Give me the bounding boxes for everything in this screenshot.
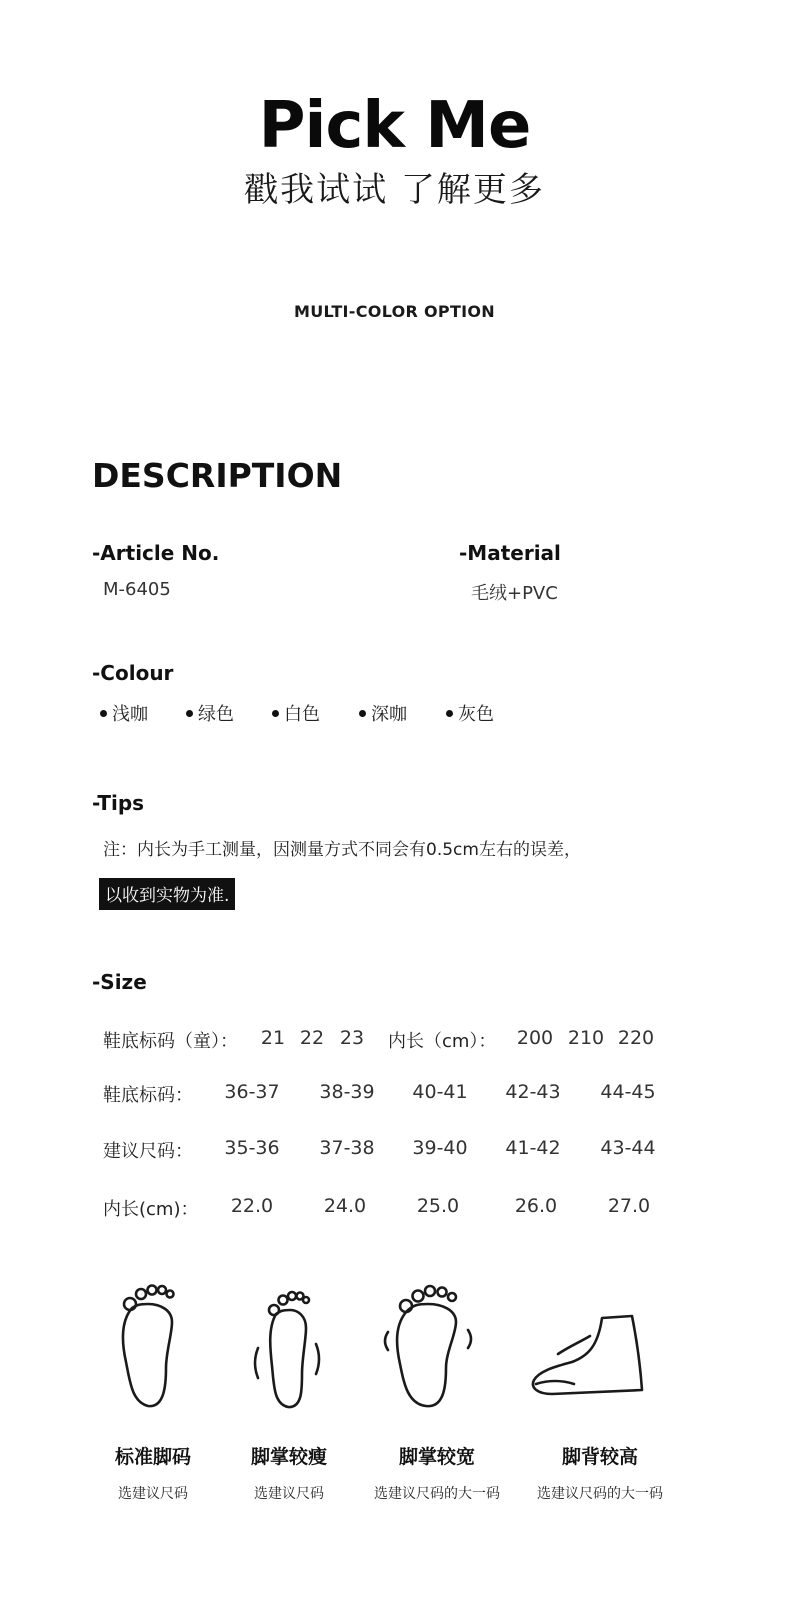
- size-cell: 40-41: [412, 1081, 468, 1103]
- kids-length-value: 210: [567, 1027, 605, 1049]
- kids-length-value: 220: [617, 1027, 655, 1049]
- material-label: -Material: [459, 541, 561, 565]
- wide-foot-icon: [380, 1282, 480, 1412]
- foot-guide-item: [78, 1442, 228, 1503]
- multicolor-heading: MULTI-COLOR OPTION: [293, 302, 496, 321]
- size-cell: 38-39: [319, 1081, 375, 1103]
- size-row-label: 鞋底标码：: [103, 1085, 193, 1106]
- slim-foot-icon: [250, 1286, 330, 1416]
- kids-size-label: 鞋底标码（童）：: [103, 1031, 238, 1052]
- foot-guide-title: 脚背较高: [561, 1446, 638, 1468]
- size-cell: 41-42: [505, 1137, 561, 1159]
- colour-option: 浅咖: [100, 700, 186, 726]
- size-row-label: 内长(cm)：: [103, 1199, 199, 1220]
- kids-size-value: 22: [299, 1027, 325, 1049]
- material-value: 毛绒+PVC: [471, 583, 558, 604]
- size-cell: 24.0: [323, 1195, 367, 1217]
- tips-text: 注：内长为手工测量，因测量方式不同会有0.5cm左右的误差，: [103, 840, 581, 860]
- foot-guide-advice: 选建议尺码: [254, 1486, 324, 1502]
- tips-label: -Tips: [92, 791, 145, 815]
- bullet-icon: [186, 710, 193, 717]
- size-row-label: 建议尺码：: [103, 1141, 193, 1162]
- standard-foot-icon: [110, 1282, 190, 1412]
- high-instep-foot-icon: [528, 1306, 658, 1406]
- kids-size-value: 21: [260, 1027, 286, 1049]
- colour-label: -Colour: [92, 661, 174, 685]
- bullet-icon: [100, 710, 107, 717]
- colour-option: 白色: [272, 700, 359, 726]
- foot-guide-title: 脚掌较宽: [398, 1446, 475, 1468]
- size-cell: 35-36: [224, 1137, 280, 1159]
- colour-option: 灰色: [446, 700, 532, 726]
- kids-length-value: 200: [516, 1027, 554, 1049]
- foot-guide-title: 脚掌较瘦: [250, 1446, 327, 1468]
- colour-option: 深咖: [359, 700, 446, 726]
- size-cell: 37-38: [319, 1137, 375, 1159]
- kids-length-label: 内长（cm）：: [388, 1031, 497, 1052]
- size-cell: 27.0: [607, 1195, 651, 1217]
- size-label: -Size: [92, 970, 147, 994]
- foot-guide-advice: 选建议尺码: [118, 1486, 188, 1502]
- foot-guide-item: [362, 1442, 512, 1503]
- kids-size-value: 23: [339, 1027, 365, 1049]
- size-cell: 36-37: [224, 1081, 280, 1103]
- size-cell: 42-43: [505, 1081, 561, 1103]
- foot-guide-advice: 选建议尺码的大一码: [537, 1486, 663, 1502]
- foot-guide-item: [525, 1442, 675, 1503]
- bullet-icon: [446, 710, 453, 717]
- bullet-icon: [272, 710, 279, 717]
- size-cell: 25.0: [416, 1195, 460, 1217]
- tips-highlight: 以收到实物为准.: [99, 878, 235, 910]
- colour-option: 绿色: [186, 700, 272, 726]
- foot-guide-advice: 选建议尺码的大一码: [374, 1486, 500, 1502]
- page-subtitle: 戳我试试 了解更多: [244, 170, 545, 210]
- size-cell: 43-44: [600, 1137, 656, 1159]
- size-cell: 44-45: [600, 1081, 656, 1103]
- size-cell: 26.0: [514, 1195, 558, 1217]
- size-cell: 22.0: [230, 1195, 274, 1217]
- foot-guide-item: [214, 1442, 364, 1503]
- foot-guide-title: 标准脚码: [114, 1446, 191, 1468]
- article-value: M-6405: [103, 579, 171, 600]
- bullet-icon: [359, 710, 366, 717]
- page-title: Pick Me: [258, 89, 531, 163]
- size-cell: 39-40: [412, 1137, 468, 1159]
- article-label: -Article No.: [92, 541, 220, 565]
- colour-list: [100, 700, 532, 726]
- description-heading: DESCRIPTION: [92, 456, 343, 495]
